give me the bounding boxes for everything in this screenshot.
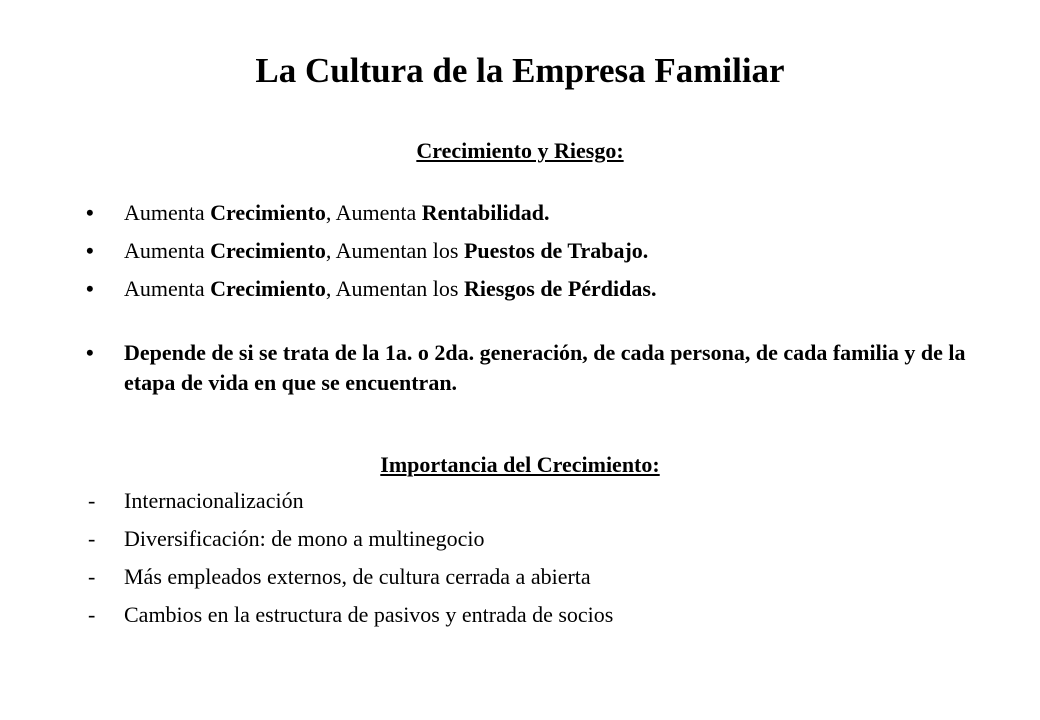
dash-list-item bbox=[86, 600, 966, 630]
bullet-icon: • bbox=[86, 238, 94, 263]
bullet-text-plain: Aumenta bbox=[124, 200, 211, 225]
growth-bullet-list bbox=[86, 198, 966, 312]
bullet-text-plain: Aumenta bbox=[124, 276, 211, 301]
generation-note-list bbox=[86, 338, 966, 406]
bullet-text-plain: Aumenta bbox=[124, 238, 211, 263]
bullet-icon: • bbox=[86, 200, 94, 225]
section-heading-growth-risk: Crecimiento y Riesgo: bbox=[416, 138, 624, 163]
bullet-text-plain: , Aumentan los bbox=[325, 276, 464, 301]
bullet-text-bold: Crecimiento bbox=[210, 276, 326, 301]
bullet-icon: • bbox=[86, 340, 94, 365]
dash-icon: - bbox=[88, 526, 96, 551]
bullet-item bbox=[86, 236, 966, 266]
dash-icon: - bbox=[88, 564, 96, 589]
dash-icon: - bbox=[88, 602, 96, 627]
bullet-text-plain: , Aumenta bbox=[325, 200, 422, 225]
bullet-item bbox=[86, 198, 966, 228]
dash-list-item bbox=[86, 524, 966, 554]
dash-item-text: Internacionalización bbox=[124, 488, 304, 513]
dash-icon: - bbox=[88, 488, 96, 513]
generation-note-text: Depende de si se trata de la 1a. o 2da. generación, de cada persona, de cada familia y de la etapa de vida en que se encuentran. bbox=[124, 340, 966, 395]
dash-list-item bbox=[86, 562, 966, 592]
bullet-text-bold: Puestos de Trabajo. bbox=[463, 238, 649, 263]
section-heading-growth-importance: Importancia del Crecimiento: bbox=[380, 452, 660, 477]
dash-item-text: Diversificación: de mono a multinegocio bbox=[124, 526, 485, 551]
bullet-text-bold: Riesgos de Pérdidas. bbox=[463, 276, 657, 301]
bullet-text-plain: , Aumentan los bbox=[325, 238, 464, 263]
bullet-text-bold: Crecimiento bbox=[210, 238, 326, 263]
slide-title: La Cultura de la Empresa Familiar bbox=[255, 51, 785, 90]
dash-list-item bbox=[86, 486, 966, 516]
bullet-text-bold: Crecimiento bbox=[210, 200, 326, 225]
bullet-item bbox=[86, 274, 966, 304]
bullet-item-note bbox=[86, 338, 966, 398]
bullet-text-bold: Rentabilidad. bbox=[421, 200, 550, 225]
growth-importance-list bbox=[86, 486, 966, 638]
dash-item-text: Cambios en la estructura de pasivos y entrada de socios bbox=[124, 602, 614, 627]
bullet-icon: • bbox=[86, 276, 94, 301]
dash-item-text: Más empleados externos, de cultura cerrada a abierta bbox=[124, 564, 591, 589]
